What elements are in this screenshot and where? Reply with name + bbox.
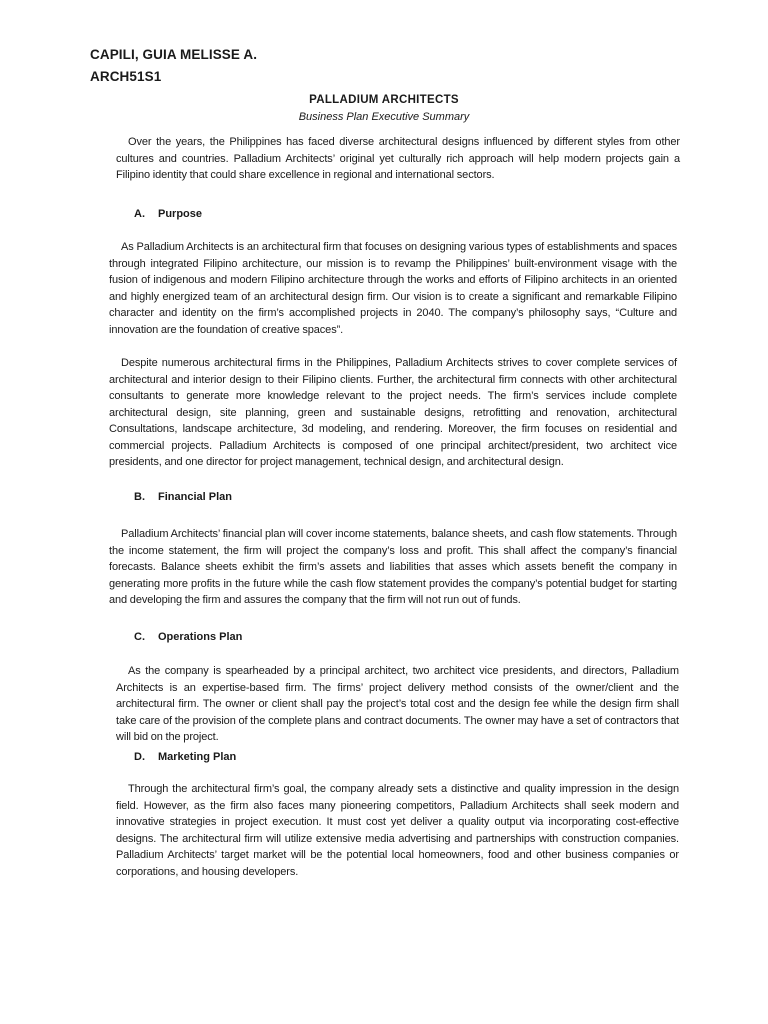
financial-plan-paragraph: Palladium Architects’ financial plan will cover income statements, balance sheets, and cash flow statements. Through the income statement, the firm will project the company’s loss and profit. This shall affect the company’s financial forecasts. Balance sheets exhibit the firm’s assets and liabilities that asses which assets benefit the company in generating more profits in the future while the cash flow statement provides the company’s potential budget for starting and developing the firm and assures the company that the firm will not run out of funds.	[109, 528, 677, 606]
section-title: Financial Plan	[158, 491, 232, 503]
document-title: PALLADIUM ARCHITECTS	[309, 94, 459, 106]
author-block	[90, 44, 257, 88]
section-heading-purpose	[134, 207, 202, 221]
section-letter: B.	[134, 491, 145, 503]
purpose-paragraph-1: As Palladium Architects is an architectural firm that focuses on designing various types of establishments and spaces through integrated Filipino architecture, our mission is to revamp the Philippines’ built-environment visage with the fusion of indigenous and modern Filipino architecture through the works and efforts of Filipino architects in an oriented and highly energized team of an architectural design firm. Our vision is to create a significant and remarkable Filipino character and identity on the firm’s accomplished projects in 2040. The company’s philosophy says, “Culture and innovation are the foundation of creative spaces”.	[109, 241, 677, 336]
section-heading-marketing-plan	[134, 750, 236, 764]
section-letter: A.	[134, 208, 145, 220]
marketing-plan-paragraph: Through the architectural firm’s goal, the company already sets a distinctive and quality impression in the design field. However, as the firm also faces many pioneering competitors, Palladium Architects shall seek modern and innovative strategies in project execution. It must cost yet deliver a quality output via incorporating cost-effective designs. The architectural firm will utilize extensive media advertising and partnerships with construction companies. Palladium Architects’ target market will be the potential local homeowners, food and other business companies or corporations, and housing developers.	[116, 783, 679, 878]
author-section: ARCH51S1	[90, 69, 162, 84]
section-heading-financial-plan	[134, 490, 232, 504]
section-heading-operations-plan	[134, 630, 242, 644]
purpose-paragraph-2: Despite numerous architectural firms in the Philippines, Palladium Architects strives to cover complete services of architectural and interior design to their Filipino clients. Further, the architectural firm connects with other architectural consultants to generate more knowledge relevant to the project needs. The firm’s services include complete architectural design, site planning, green and sustainable designs, retrofitting and renovation, architectural Consultations, landscape architecture, 3d modeling, and rendering. Moreover, the firm focuses on residential and commercial projects. Palladium Architects is composed of one principal architect/president, two architect vice presidents, and one director for project management, technical design, and architectural design.	[109, 357, 677, 468]
section-letter: C.	[134, 631, 145, 643]
section-title: Marketing Plan	[158, 751, 237, 763]
author-name: CAPILI, GUIA MELISSE A.	[90, 47, 258, 62]
section-title: Purpose	[158, 208, 203, 220]
document-subtitle: Business Plan Executive Summary	[298, 111, 470, 123]
operations-plan-paragraph: As the company is spearheaded by a principal architect, two architect vice presidents, and directors, Palladium Architects is an expertise-based firm. The firms’ project delivery method consists of the owner/client and the architectural firm. The owner or client shall pay the project’s total cost and the design fee while the design firm shall take care of the provision of the complete plans and contract documents. The owner may have a set of contractors that will bid on the project.	[116, 665, 679, 743]
section-letter: D.	[134, 751, 145, 763]
section-title: Operations Plan	[158, 631, 243, 643]
intro-paragraph: Over the years, the Philippines has faced diverse architectural designs influenced by different styles from other cultures and countries. Palladium Architects’ original yet culturally rich approach will help modern projects gain a Filipino identity that could share excellence in regional and international sectors.	[116, 136, 680, 181]
